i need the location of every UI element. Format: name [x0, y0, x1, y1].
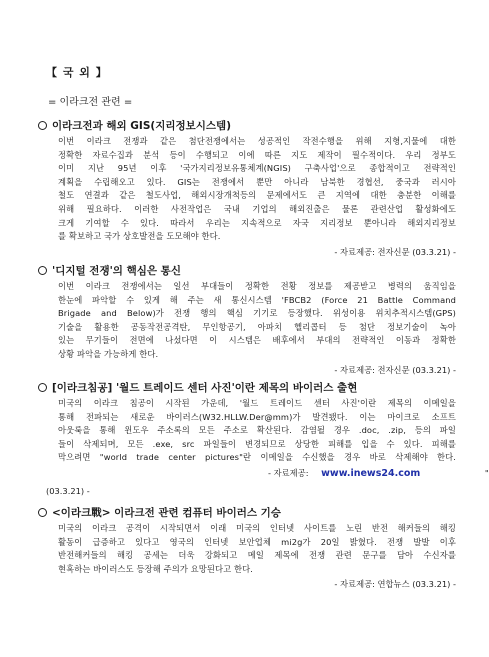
subsection-heading: = 이라크전 관련 = — [48, 97, 133, 108]
article-body: 이번 이라크 전쟁에서는 일선 부대들이 정확한 전황 정보를 제공받고 병력의 움직임을 한눈에 파악할 수 있게 해 주는 새 통신시스템 'FBCB2 (Force 21 Battle Command Brigade and Below)가 전쟁 행의 핵심 기기로 등장했다. 위성이용 위치추적시스템(GPS) 기술을 활용한 공동작전공격탄, 무인항공기, 아파치 헬리콥터 등 첨단 정보기술이 녹아 있는 무기들이 전면에 나섰다면 이 시스템은 배후에서 부대의 전략적인 이동과 정확한 상황 파악을 가능하게 한다. — [58, 281, 456, 359]
article-title: <이라크戰> 이라크전 관련 컴퓨터 바이러스 기승 — [38, 505, 456, 520]
article-digital-war — [38, 263, 456, 376]
article-virus-surge — [38, 505, 456, 590]
article-wtc-virus — [38, 380, 489, 479]
source-url: www.inews24.com — [321, 467, 421, 479]
article-source: - 자료제공: 연합뉴스 (03.3.21) - — [334, 579, 456, 590]
article-title: [이라크침공] '월드 트레이드 센터 사진'이란 제목의 바이러스 출현 — [38, 380, 456, 395]
article-source: - 자료제공: 전자신문 (03.3.21) - — [334, 246, 456, 257]
article-source-date: (03.3.21) - — [46, 486, 90, 496]
article-gis — [38, 118, 456, 258]
article-body: 미국의 이라크 침공이 시작된 가운데, '월드 트레이드 센터 사진'이란 제목의 이메일을 통해 전파되는 새로운 바이러스(W32.HLLW.Der@mm)가 발견됐다. 이는 마이크로 소프트 아웃룩을 통해 윈도우 주소록의 모든 주소로 확산된다. 감염될 경우 .doc, .zip, 등의 파일 들이 삭제되며, 모든 .exe, src 파일들이 변경되므로 상당한 피해를 입을 수 있다. 피해를 막으려면 "world trade center pictures"란 이메일을 수신했을 경우 바로 삭제해야 한다. — [58, 398, 456, 463]
article-source: - 자료제공: www.inews24.com " — [268, 467, 489, 479]
article-body: 미국의 이라크 공격이 시작되면서 이래 미국의 인터넷 사이트를 노린 반전 해커들의 해킹 활동이 급증하고 있다고 영국의 인터넷 보안업체 mi2g가 20일 밝혔다. 전쟁 발발 이후 반전해커들의 해킹 공세는 더욱 강화되고 메일 제목에 전쟁 관련 문구를 담아 수신자를 현혹하는 바이러스도 등장해 주의가 요망된다고 한다. — [58, 523, 456, 574]
circle-bullet-icon — [38, 266, 47, 275]
section-heading: 【 국 외 】 — [46, 66, 108, 79]
article-title: '디지털 전쟁'의 핵심은 통신 — [38, 263, 456, 278]
article-title: 이라크전과 해외 GIS(지리정보시스템) — [38, 118, 456, 133]
circle-bullet-icon — [38, 383, 47, 392]
circle-bullet-icon — [38, 121, 47, 130]
circle-bullet-icon — [38, 508, 47, 517]
article-source: - 자료제공: 전자신문 (03.3.21) - — [334, 364, 456, 375]
article-body: 이번 이라크 전쟁과 같은 첨단전쟁에서는 성공적인 작전수행을 위해 지형,지물에 대한 정확한 자료수집과 분석 등이 수행되고 이에 따른 지도 제작이 필수적이다. 우리 정부도 이미 지난 95년 이후 '국가지리정보유통체계(NGIS) 구축사업'으로 종합적이고 전략적인 계획을 수립해오고 있다. GIS는 전쟁에서 뿐만 아니라 남북한 경협선, 중국과 러시아 철도 연결과 같은 철도사업, 해외시장개척등의 문제에서도 큰 지역에 대한 충분한 이해를 위해 필요하다. 이러한 사전작업은 국내 기업의 해외진출은 물론 관련산업 활성화에도 크게 기여할 수 있다. 따라서 우리는 지속적으로 자국 지리정보 뿐아니라 해외지리정보 를 확보하고 국가 상호발전을 도모해야 한다. — [58, 136, 456, 242]
